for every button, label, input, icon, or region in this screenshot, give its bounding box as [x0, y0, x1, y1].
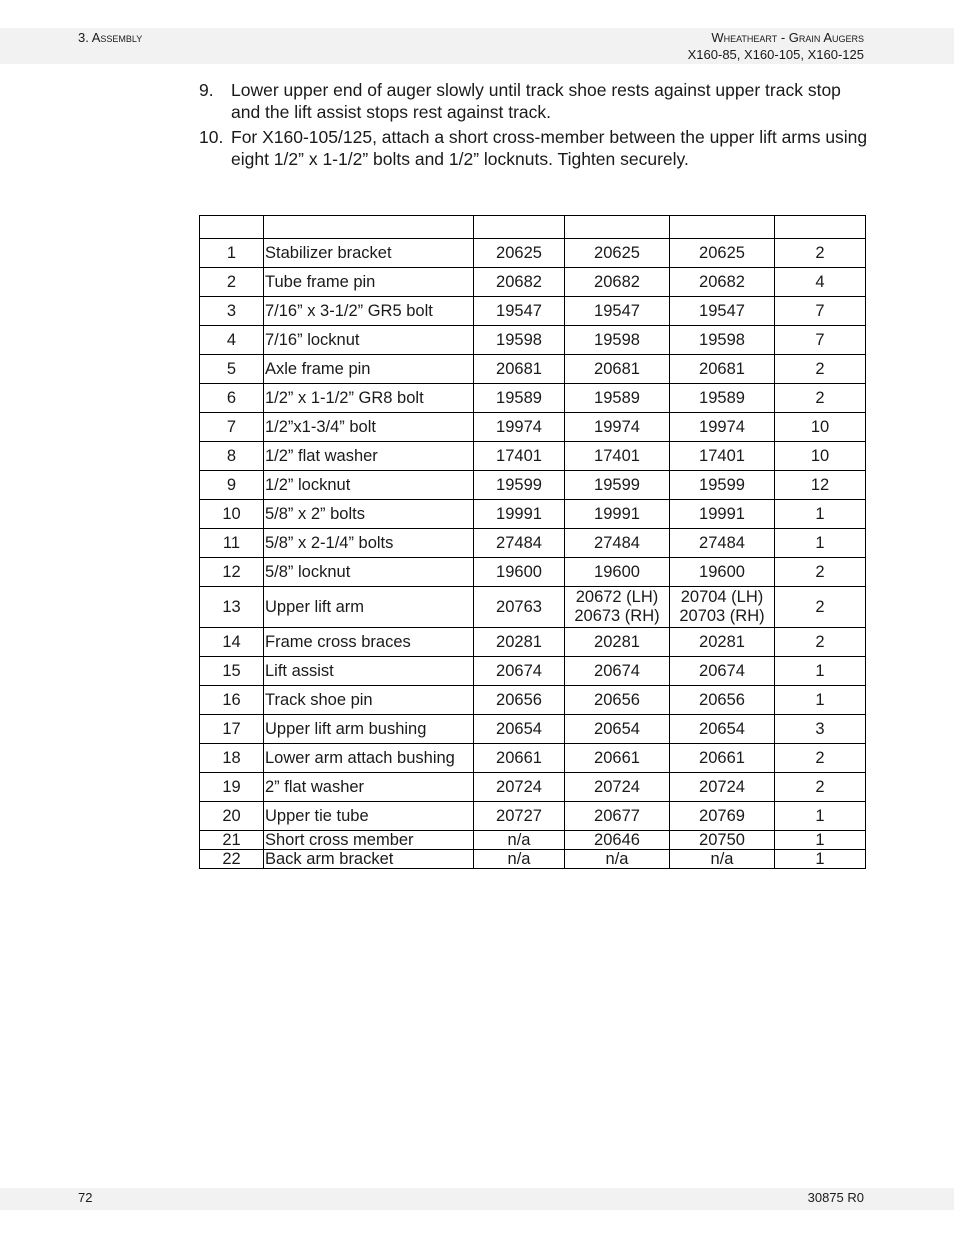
- table-cell: 17: [200, 715, 264, 744]
- table-cell: 20672 (LH) 20673 (RH): [565, 587, 670, 628]
- table-row: [200, 355, 866, 384]
- table-cell: 20763: [474, 587, 565, 628]
- table-cell: 19589: [670, 384, 775, 413]
- table-cell: Axle frame pin: [264, 355, 474, 384]
- table-row: [200, 326, 866, 355]
- table-cell: 2: [775, 558, 866, 587]
- table-cell: 19598: [670, 326, 775, 355]
- table-cell: 19547: [565, 297, 670, 326]
- table-cell: 19974: [670, 413, 775, 442]
- table-cell: 1/2” flat washer: [264, 442, 474, 471]
- table-cell: 2: [775, 744, 866, 773]
- table-cell: 17401: [474, 442, 565, 471]
- table-row: [200, 268, 866, 297]
- table-cell: 7: [775, 326, 866, 355]
- table-cell: 19589: [565, 384, 670, 413]
- table-cell: 10: [775, 442, 866, 471]
- table-cell: 20661: [670, 744, 775, 773]
- table-cell: 19974: [474, 413, 565, 442]
- header-cell: [474, 216, 565, 239]
- table-row: [200, 657, 866, 686]
- document-number: 30875 R0: [807, 1190, 864, 1205]
- header-cell: [565, 216, 670, 239]
- table-cell: 27484: [565, 529, 670, 558]
- table-cell: 20654: [670, 715, 775, 744]
- table-cell: 20281: [565, 628, 670, 657]
- table-cell: 2: [200, 268, 264, 297]
- table-cell: 20281: [670, 628, 775, 657]
- step-number: 9.: [199, 80, 214, 100]
- table-row: [200, 413, 866, 442]
- table-cell: n/a: [670, 850, 775, 869]
- step-item: [199, 79, 869, 123]
- table-row: [200, 773, 866, 802]
- table-cell: Upper lift arm bushing: [264, 715, 474, 744]
- table-cell: 2: [775, 587, 866, 628]
- table-cell: 1: [775, 657, 866, 686]
- table-cell: 21: [200, 831, 264, 850]
- table-cell: Lift assist: [264, 657, 474, 686]
- table-cell: 20681: [565, 355, 670, 384]
- table-row: [200, 628, 866, 657]
- table-cell: 10: [775, 413, 866, 442]
- table-cell: 20646: [565, 831, 670, 850]
- table-cell: 19991: [474, 500, 565, 529]
- table-cell: 12: [775, 471, 866, 500]
- table-cell: Stabilizer bracket: [264, 239, 474, 268]
- table-cell: 20681: [670, 355, 775, 384]
- step-number: 10.: [199, 127, 224, 147]
- table-cell: 19991: [670, 500, 775, 529]
- table-cell: 19589: [474, 384, 565, 413]
- table-cell: 20656: [670, 686, 775, 715]
- table-cell: Upper lift arm: [264, 587, 474, 628]
- table-cell: 1/2” x 1-1/2” GR8 bolt: [264, 384, 474, 413]
- table-cell: n/a: [565, 850, 670, 869]
- table-cell: 20674: [474, 657, 565, 686]
- step-text: Lower upper end of auger slowly until track shoe rests against upper track stop and the lift assist stops rest against track.: [231, 80, 841, 122]
- table-cell: 18: [200, 744, 264, 773]
- table-cell: 20750: [670, 831, 775, 850]
- table-cell: 5/8” locknut: [264, 558, 474, 587]
- table-cell: 20727: [474, 802, 565, 831]
- table-cell: 16: [200, 686, 264, 715]
- page-number: 72: [78, 1190, 93, 1205]
- table-cell: 20681: [474, 355, 565, 384]
- table-cell: 27484: [670, 529, 775, 558]
- table-cell: Upper tie tube: [264, 802, 474, 831]
- table-cell: Track shoe pin: [264, 686, 474, 715]
- table-cell: 20656: [565, 686, 670, 715]
- table-cell: 20654: [474, 715, 565, 744]
- table-cell: 17401: [565, 442, 670, 471]
- table-cell: 19599: [474, 471, 565, 500]
- table-cell: 20661: [474, 744, 565, 773]
- table-cell: 3: [200, 297, 264, 326]
- table-cell: 4: [775, 268, 866, 297]
- assembly-steps: [199, 79, 869, 173]
- table-cell: 20661: [565, 744, 670, 773]
- table-cell: 1/2”x1-3/4” bolt: [264, 413, 474, 442]
- table-cell: Back arm bracket: [264, 850, 474, 869]
- table-cell: 1: [775, 500, 866, 529]
- table-cell: 27484: [474, 529, 565, 558]
- table-cell: 19974: [565, 413, 670, 442]
- table-row: [200, 558, 866, 587]
- table-cell: 2” flat washer: [264, 773, 474, 802]
- table-cell: 17401: [670, 442, 775, 471]
- table-cell: 20682: [565, 268, 670, 297]
- table-cell: 7: [775, 297, 866, 326]
- header-cell: [775, 216, 866, 239]
- table-row: [200, 442, 866, 471]
- table-cell: 20625: [670, 239, 775, 268]
- table-cell: 1: [775, 802, 866, 831]
- table-cell: 14: [200, 628, 264, 657]
- table-cell: 1: [775, 831, 866, 850]
- parts-table: [199, 215, 866, 869]
- model-list: X160-85, X160-105, X160-125: [687, 47, 864, 62]
- table-cell: 15: [200, 657, 264, 686]
- table-cell: 7/16” x 3-1/2” GR5 bolt: [264, 297, 474, 326]
- table-cell: 20704 (LH) 20703 (RH): [670, 587, 775, 628]
- table-cell: Short cross member: [264, 831, 474, 850]
- table-cell: 4: [200, 326, 264, 355]
- table-cell: 2: [775, 384, 866, 413]
- step-text: For X160-105/125, attach a short cross-member between the upper lift arms using eight 1/2” x 1-1/2” bolts and 1/2” locknuts. Tighten securely.: [231, 127, 868, 169]
- table-cell: n/a: [474, 850, 565, 869]
- table-row: [200, 744, 866, 773]
- table-row: [200, 297, 866, 326]
- table-cell: 20769: [670, 802, 775, 831]
- table-cell: 1: [775, 529, 866, 558]
- table-cell: 20724: [474, 773, 565, 802]
- table-cell: 7: [200, 413, 264, 442]
- table-cell: 19991: [565, 500, 670, 529]
- table-cell: 3: [775, 715, 866, 744]
- table-cell: 5/8” x 2” bolts: [264, 500, 474, 529]
- table-cell: 20677: [565, 802, 670, 831]
- table-cell: 1: [775, 686, 866, 715]
- table-cell: 20281: [474, 628, 565, 657]
- table-cell: 1/2” locknut: [264, 471, 474, 500]
- table-cell: 8: [200, 442, 264, 471]
- table-cell: 10: [200, 500, 264, 529]
- table-cell: 20: [200, 802, 264, 831]
- table-cell: 11: [200, 529, 264, 558]
- brand-title: Wheatheart - Grain Augers: [711, 30, 864, 45]
- table-cell: 2: [775, 773, 866, 802]
- table-cell: Lower arm attach bushing: [264, 744, 474, 773]
- table-cell: 5/8” x 2-1/4” bolts: [264, 529, 474, 558]
- table-cell: Tube frame pin: [264, 268, 474, 297]
- step-item: [199, 126, 869, 170]
- table-row: [200, 802, 866, 831]
- table-cell: 1: [775, 850, 866, 869]
- table-row: [200, 686, 866, 715]
- table-header-row: [200, 216, 866, 239]
- header-right: [688, 29, 864, 63]
- table-row: [200, 587, 866, 628]
- table-cell: 7/16” locknut: [264, 326, 474, 355]
- table-cell: 20674: [565, 657, 670, 686]
- table-cell: 13: [200, 587, 264, 628]
- table-cell: 6: [200, 384, 264, 413]
- table-row: [200, 529, 866, 558]
- table-cell: Frame cross braces: [264, 628, 474, 657]
- header-cell: [200, 216, 264, 239]
- table-cell: 20682: [670, 268, 775, 297]
- table-cell: n/a: [474, 831, 565, 850]
- table-row: [200, 850, 866, 869]
- table-cell: 19598: [474, 326, 565, 355]
- table-cell: 20656: [474, 686, 565, 715]
- table-cell: 20682: [474, 268, 565, 297]
- table-row: [200, 500, 866, 529]
- section-title: 3. Assembly: [78, 30, 143, 45]
- table-row: [200, 384, 866, 413]
- table-cell: 20724: [565, 773, 670, 802]
- header-cell: [264, 216, 474, 239]
- table-cell: 22: [200, 850, 264, 869]
- header-cell: [670, 216, 775, 239]
- table-cell: 20724: [670, 773, 775, 802]
- table-cell: 1: [200, 239, 264, 268]
- table-cell: 12: [200, 558, 264, 587]
- table-cell: 19: [200, 773, 264, 802]
- table-cell: 2: [775, 355, 866, 384]
- table-row: [200, 239, 866, 268]
- table-cell: 20674: [670, 657, 775, 686]
- table-cell: 20654: [565, 715, 670, 744]
- table-row: [200, 471, 866, 500]
- table-cell: 5: [200, 355, 264, 384]
- table-cell: 19599: [670, 471, 775, 500]
- table-cell: 19598: [565, 326, 670, 355]
- table-row: [200, 715, 866, 744]
- table-cell: 20625: [565, 239, 670, 268]
- table-cell: 2: [775, 628, 866, 657]
- table-cell: 19600: [565, 558, 670, 587]
- table-cell: 19547: [474, 297, 565, 326]
- table-cell: 19600: [670, 558, 775, 587]
- table-row: [200, 831, 866, 850]
- table-cell: 19547: [670, 297, 775, 326]
- table-cell: 19599: [565, 471, 670, 500]
- table-cell: 9: [200, 471, 264, 500]
- table-cell: 20625: [474, 239, 565, 268]
- table-cell: 2: [775, 239, 866, 268]
- table-cell: 19600: [474, 558, 565, 587]
